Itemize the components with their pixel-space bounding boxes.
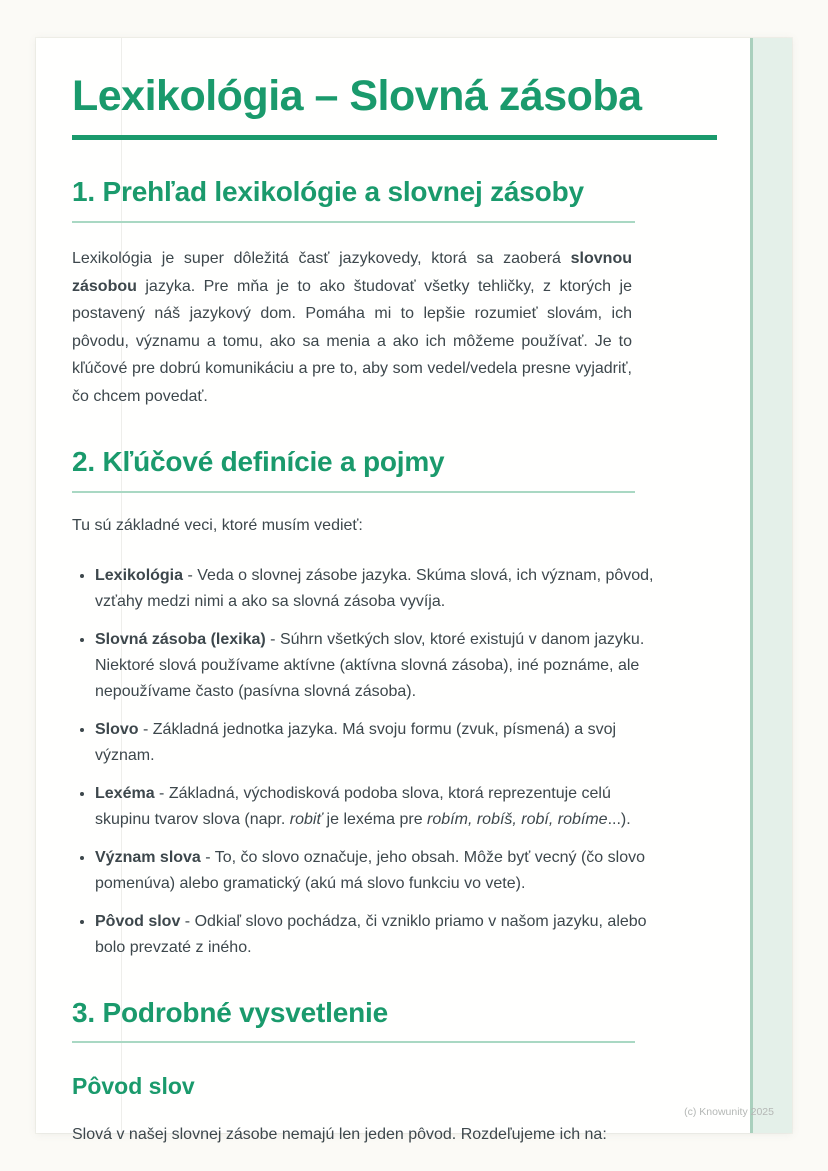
definition-desc: - To, čo slovo označuje, jeho obsah. Môže byť vecný (čo slovo pomenúva) alebo gramatický (akú má slovo funkciu vo vete).: [95, 848, 645, 892]
definition-item-slovna-zasoba: [95, 627, 660, 705]
definition-term: Pôvod slov: [95, 912, 181, 930]
section-3-heading: 3. Podrobné vysvetlenie: [72, 996, 635, 1044]
definition-term: Lexéma: [95, 784, 155, 802]
page-accent-strip: [750, 38, 792, 1133]
definition-term: Lexikológia: [95, 566, 184, 584]
definition-desc: - Základná jednotka jazyka. Má svoju formu (zvuk, písmená) a svoj význam.: [95, 720, 617, 764]
section-definitions: [72, 445, 672, 961]
section-1-heading: 1. Prehľad lexikológie a slovnej zásoby: [72, 175, 635, 223]
paragraph-bold-segment: slovnou zásobou: [72, 250, 632, 295]
definition-item-lexikologia: [95, 563, 660, 615]
document-page: [36, 38, 792, 1144]
definition-desc: - Veda o slovnej zásobe jazyka. Skúma slová, ich význam, pôvod, vzťahy medzi nimi a ako sa slovná zásoba vyvíja.: [95, 566, 654, 610]
paragraph-text-segment: Lexikológia je super dôležitá časť jazykovedy, ktorá sa zaoberá: [72, 250, 571, 268]
definition-desc: je lexéma pre: [322, 810, 428, 828]
paragraph-text-segment: jazyka. Pre mňa je to ako študovať všetky tehličky, z ktorých je postavený náš jazykový dom. Pomáha mi to lepšie rozumieť slovám, ich pôvodu, významu a tomu, ako sa menia a ako ich môžeme používať. Je to kľúčové pre dobrú komunikáciu a pre to, aby som vedel/vedela presne vyjadriť, čo chcem povedať.: [72, 277, 632, 405]
section-1-paragraph: [72, 245, 632, 410]
definition-item-lexema: [95, 781, 660, 833]
subsection-povod-slov-heading: Pôvod slov: [72, 1073, 195, 1100]
definition-term: Význam slova: [95, 848, 201, 866]
definition-desc: - Základná, východisková podoba slova, ktorá reprezentuje celú skupinu tvarov slova (napr.: [95, 784, 611, 828]
title-underline-rule: [72, 135, 717, 140]
copyright-footer: (c) Knowunity 2025: [684, 1106, 774, 1118]
page-content: [72, 38, 672, 1148]
definition-italic-example: robiť: [289, 810, 323, 828]
definition-desc: ...).: [607, 810, 631, 828]
definition-desc: - Odkiaľ slovo pochádza, či vzniklo priamo v našom jazyku, alebo bolo prevzaté z iného.: [95, 912, 647, 956]
section-3-paragraph: Slová v našej slovnej zásobe nemajú len jeden pôvod. Rozdeľujeme ich na:: [72, 1126, 607, 1144]
section-2-heading: 2. Kľúčové definície a pojmy: [72, 445, 635, 493]
section-detailed-explanation: [72, 996, 672, 1149]
definition-item-vyznam-slova: [95, 845, 660, 897]
section-overview: [72, 175, 672, 410]
document-title: Lexikológia – Slovná zásoba: [72, 72, 642, 120]
definition-term: Slovo: [95, 720, 139, 738]
definition-italic-example: robím, robíš, robí, robíme: [427, 810, 608, 828]
definition-item-povod-slov: [95, 909, 660, 961]
definitions-intro: Tu sú základné veci, ktoré musím vedieť:: [72, 516, 363, 534]
definition-term: Slovná zásoba (lexika): [95, 630, 266, 648]
definitions-list: [72, 563, 660, 961]
definition-desc: - Súhrn všetkých slov, ktoré existujú v danom jazyku. Niektoré slová používame aktívne (aktívna slovná zásoba), iné poznáme, ale nepoužívame často (pasívna slovná zásoba).: [95, 630, 645, 700]
definition-item-slovo: [95, 717, 660, 769]
